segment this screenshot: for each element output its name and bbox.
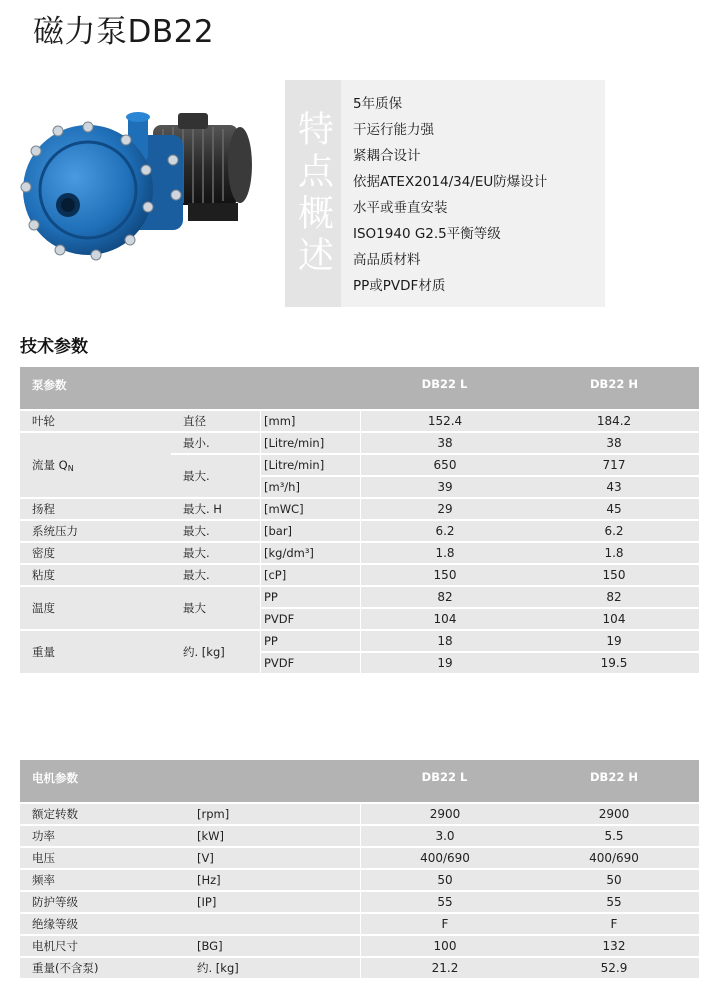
feature-item: 高品质材料 [353,252,421,268]
col-db22l: DB22 L [360,760,529,804]
row-param: 最大 [171,587,260,631]
row-value: 18 [360,631,529,653]
table-row [20,848,699,870]
row-name: 额定转数 [20,804,185,826]
table-row [20,543,699,565]
row-name: 电压 [20,848,185,870]
row-value: 400/690 [529,848,699,870]
row-param: 最大. [171,543,260,565]
row-value: 1.8 [360,543,529,565]
row-value: 82 [360,587,529,609]
row-value: 50 [360,870,529,892]
row-value: 45 [529,499,699,521]
table-row [20,565,699,587]
features-list [353,91,547,299]
row-value: 1.8 [529,543,699,565]
row-value: 184.2 [529,411,699,433]
col-db22h: DB22 H [529,367,699,411]
row-name: 绝缘等级 [20,914,185,936]
table-row [20,631,699,653]
features-side-label: 特点概述 [285,80,341,307]
col-db22h: DB22 H [529,760,699,804]
motor-params-table [20,760,699,980]
row-value: 52.9 [529,958,699,980]
feature-item: ISO1940 G2.5平衡等级 [353,226,501,242]
row-value: 21.2 [360,958,529,980]
feature-item: 5年质保 [353,96,403,112]
row-unit: [kW] [185,826,360,848]
feature-item: 依据ATEX2014/34/EU防爆设计 [353,174,548,190]
row-name: 电机尺寸 [20,936,185,958]
row-unit: 约. [kg] [185,958,360,980]
row-name: 粘度 [20,565,171,587]
row-value: 39 [360,477,529,499]
row-value: 50 [529,870,699,892]
table-row [20,892,699,914]
table-header [20,367,699,411]
row-unit: [V] [185,848,360,870]
row-value: 717 [529,455,699,477]
row-value: 3.0 [360,826,529,848]
row-value: 150 [360,565,529,587]
row-value: 5.5 [529,826,699,848]
row-name: 密度 [20,543,171,565]
pump-params-label: 泵参数 [20,367,360,411]
row-unit: PP [260,631,360,653]
pump-image [18,95,273,295]
row-value: 19.5 [529,653,699,675]
row-value: 100 [360,936,529,958]
row-value: 82 [529,587,699,609]
row-name: 系统压力 [20,521,171,543]
row-unit: [Litre/min] [260,455,360,477]
row-unit: [kg/dm³] [260,543,360,565]
row-value: 19 [360,653,529,675]
row-param: 最大. [171,565,260,587]
row-unit: [m³/h] [260,477,360,499]
row-value: 38 [360,433,529,455]
row-value: 2900 [360,804,529,826]
row-param: 最大. [171,521,260,543]
row-name: 重量 [20,631,171,675]
motor-params-label: 电机参数 [20,760,360,804]
table-row [20,499,699,521]
row-value: 55 [529,892,699,914]
row-name: 温度 [20,587,171,631]
row-name: 频率 [20,870,185,892]
row-value: 19 [529,631,699,653]
row-name: 叶轮 [20,411,171,433]
row-value: F [529,914,699,936]
row-name: 防护等级 [20,892,185,914]
page-title: 磁力泵DB22 [33,14,215,50]
row-value: 2900 [529,804,699,826]
row-value: 29 [360,499,529,521]
row-value: 38 [529,433,699,455]
table-row [20,411,699,433]
row-param: 约. [kg] [171,631,260,675]
row-unit: PVDF [260,609,360,631]
row-unit: [IP] [185,892,360,914]
row-value: 104 [360,609,529,631]
feature-item: 水平或垂直安装 [353,200,448,216]
table-row [20,914,699,936]
row-value: 152.4 [360,411,529,433]
row-param: 最大. H [171,499,260,521]
feature-item: PP或PVDF材质 [353,278,446,294]
pump-params-table [20,367,699,675]
row-name: 重量(不含泵) [20,958,185,980]
row-value: 650 [360,455,529,477]
row-name: 扬程 [20,499,171,521]
col-db22l: DB22 L [360,367,529,411]
row-param: 最大. [171,455,260,499]
feature-item: 紧耦合设计 [353,148,421,164]
table-row [20,958,699,980]
row-value: 104 [529,609,699,631]
row-unit: [Litre/min] [260,433,360,455]
table-row [20,587,699,609]
row-unit: [cP] [260,565,360,587]
table-row [20,826,699,848]
row-value: 6.2 [360,521,529,543]
table-row [20,521,699,543]
table-row [20,804,699,826]
row-value: 43 [529,477,699,499]
row-param: 直径 [171,411,260,433]
row-name: 流量 $Q_N$ [20,433,171,499]
section-title: 技术参数 [20,337,88,357]
row-unit: [mm] [260,411,360,433]
table-header [20,760,699,804]
table-row [20,870,699,892]
row-name: 功率 [20,826,185,848]
row-param: 最小. [171,433,260,455]
row-unit: [Hz] [185,870,360,892]
row-unit: PVDF [260,653,360,675]
row-value: 6.2 [529,521,699,543]
row-value: 150 [529,565,699,587]
row-unit: [rpm] [185,804,360,826]
row-unit: [BG] [185,936,360,958]
row-unit: [mWC] [260,499,360,521]
row-value: 132 [529,936,699,958]
table-row [20,433,699,455]
row-value: F [360,914,529,936]
row-value: 55 [360,892,529,914]
row-unit: [bar] [260,521,360,543]
table-row [20,936,699,958]
row-unit: PP [260,587,360,609]
feature-item: 干运行能力强 [353,122,434,138]
row-value: 400/690 [360,848,529,870]
row-unit [185,914,360,936]
